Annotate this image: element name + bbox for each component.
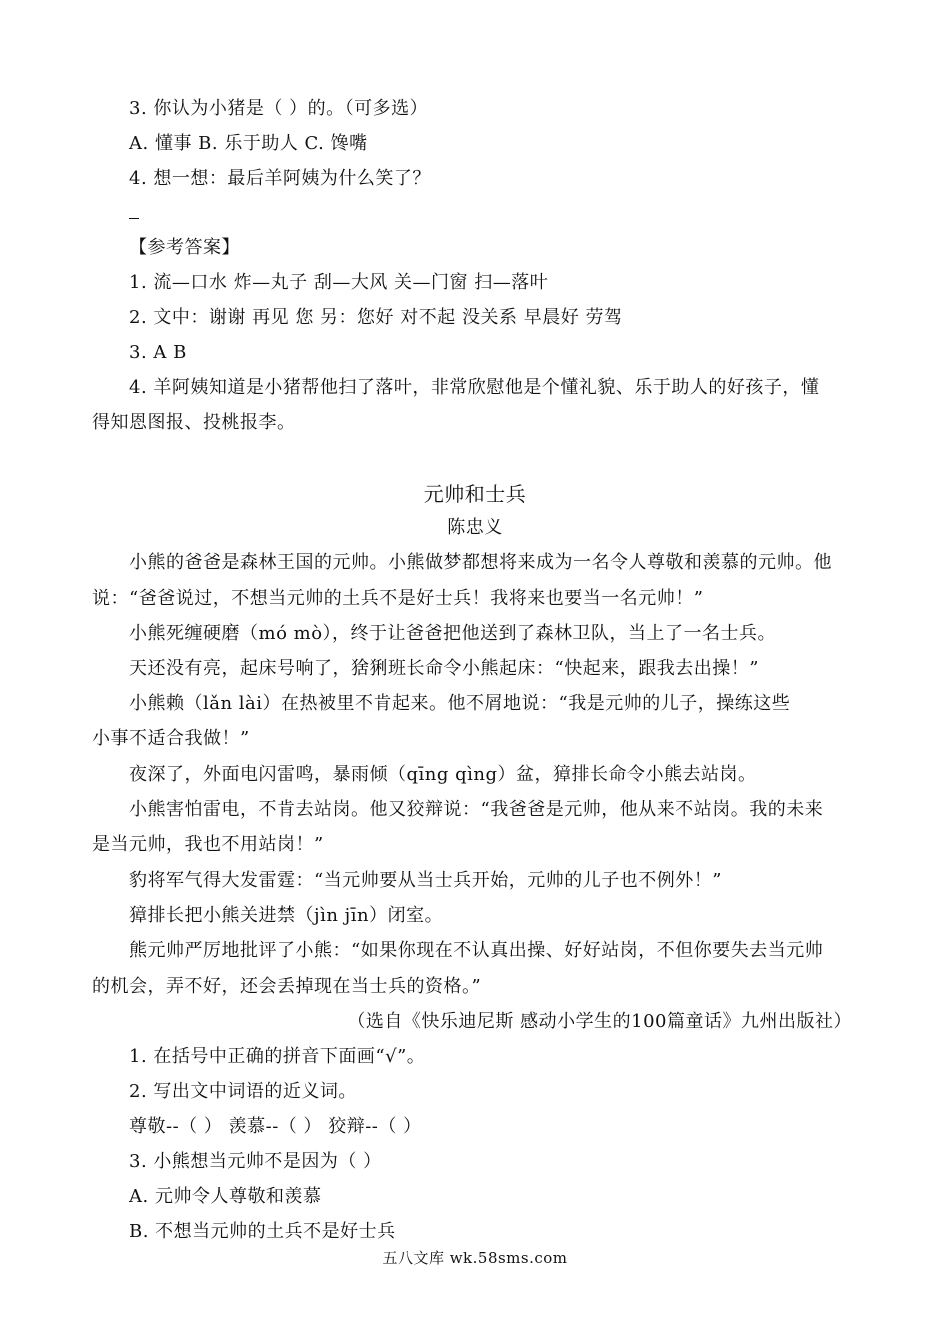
question-b2-items: 尊敬--（ ） 羡慕--（ ） 狡辩--（ ） [129,1116,422,1137]
story-paragraph-4-line-2: 小事不适合我做！” [92,728,250,749]
story-paragraph-3: 天还没有亮，起床号响了，猞猁班长命令小熊起床：“快起来，跟我去出操！” [129,658,759,679]
question-3: 3. 你认为小猪是（ ）的。（可多选） [129,98,429,119]
question-b3: 3. 小熊想当元帅不是因为（ ） [129,1151,382,1172]
answer-blank-line [129,218,139,219]
story-paragraph-1-line-1: 小熊的爸爸是森林王国的元帅。小熊做梦都想将来成为一名令人尊敬和羡慕的元帅。他 [129,552,832,573]
story-paragraph-6-line-1: 小熊害怕雷电，不肯去站岗。他又狡辩说：“我爸爸是元帅，他从来不站岗。我的未来 [129,799,824,820]
question-b2: 2. 写出文中词语的近义词。 [129,1081,357,1102]
story-paragraph-7: 豹将军气得大发雷霆：“当元帅要从当士兵开始，元帅的儿子也不例外！” [129,870,722,891]
answer-2: 2. 文中：谢谢 再见 您 另：您好 对不起 没关系 早晨好 劳驾 [129,307,623,328]
story-paragraph-5: 夜深了，外面电闪雷鸣，暴雨倾（qīng qìng）盆，獐排长命令小熊去站岗。 [129,764,757,785]
question-4: 4. 想一想：最后羊阿姨为什么笑了？ [129,168,431,189]
question-b3-option-b: B. 不想当元帅的土兵不是好士兵 [129,1221,396,1242]
question-b3-option-a: A. 元帅令人尊敬和羡慕 [129,1186,322,1207]
story-paragraph-1-line-2: 说：“爸爸说过，不想当元帅的土兵不是好士兵！我将来也要当一名元帅！” [92,588,704,609]
question-b1: 1. 在括号中正确的拼音下面画“√”。 [129,1046,426,1067]
answers-heading: 【参考答案】 [129,237,240,258]
question-3-options: A. 懂事 B. 乐于助人 C. 馋嘴 [129,133,368,154]
story-paragraph-8: 獐排长把小熊关进禁（jìn jīn）闭室。 [129,905,444,926]
story-source: （选自《快乐迪尼斯 感动小学生的100篇童话》九州出版社） [347,1011,852,1032]
story-title: 元帅和士兵 [423,482,527,506]
page-footer: 五八文库 wk.58sms.com [382,1249,568,1267]
story-paragraph-9-line-1: 熊元帅严厉地批评了小熊：“如果你现在不认真出操、好好站岗，不但你要失去当元帅 [129,940,824,961]
answer-4-line-1: 4. 羊阿姨知道是小猪帮他扫了落叶，非常欣慰他是个懂礼貌、乐于助人的好孩子，懂 [129,377,820,398]
story-paragraph-4-line-1: 小熊赖（lǎn lài）在热被里不肯起来。他不屑地说：“我是元帅的儿子，操练这些 [129,693,791,714]
answer-1: 1. 流—口水 炸—丸子 刮—大风 关—门窗 扫—落叶 [129,272,549,293]
story-paragraph-6-line-2: 是当元帅，我也不用站岗！” [92,834,324,855]
answer-3: 3. A B [129,342,187,363]
story-paragraph-9-line-2: 的机会，弄不好，还会丢掉现在当士兵的资格。” [92,976,482,997]
story-paragraph-2: 小熊死缠硬磨（mó mò），终于让爸爸把他送到了森林卫队，当上了一名士兵。 [129,623,777,644]
answer-4-line-2: 得知恩图报、投桃报李。 [92,412,296,433]
story-author: 陈忠义 [447,517,503,538]
